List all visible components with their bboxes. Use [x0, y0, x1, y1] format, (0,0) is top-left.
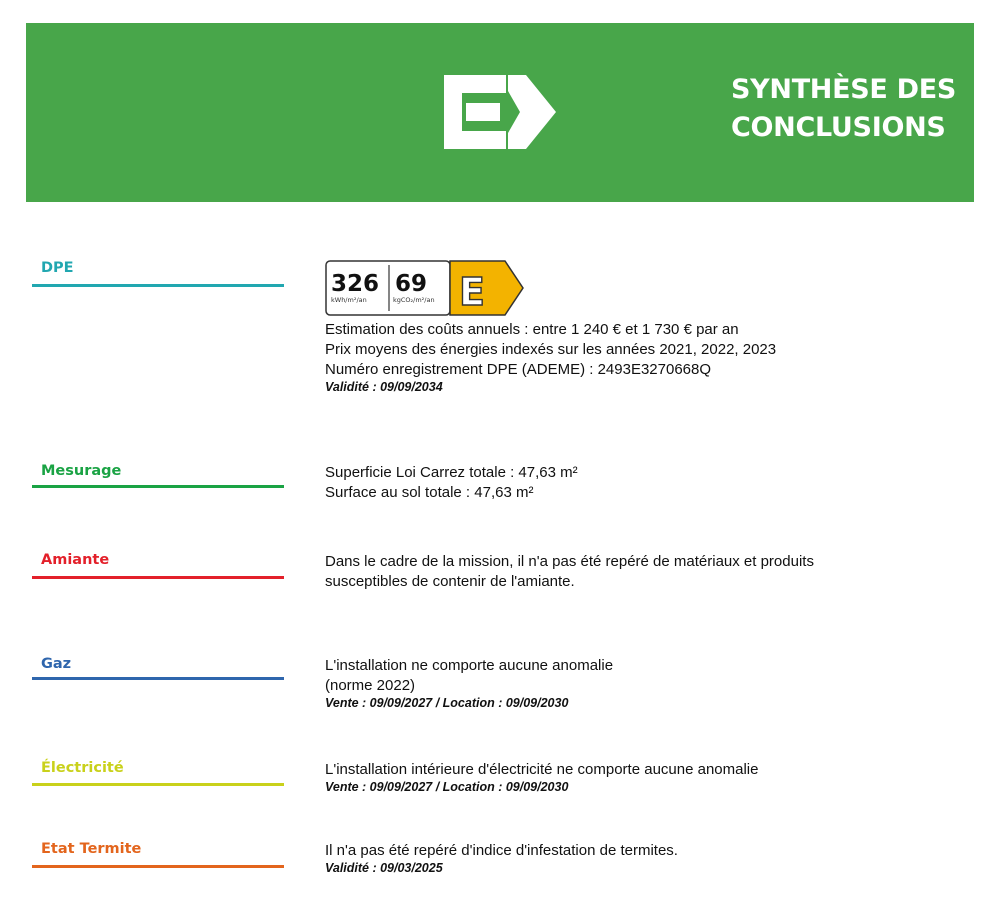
mesurage-line-2: Surface au sol totale : 47,63 m²	[325, 484, 534, 501]
section-content-amiante	[325, 552, 814, 592]
section-rule-dpe	[32, 284, 284, 287]
dpe-ges-unit: kgCO₂/m²/an	[393, 296, 435, 304]
dpe-validity: Validité : 09/09/2034	[325, 380, 443, 394]
section-rule-gaz	[32, 677, 284, 680]
dpe-energy-badge	[325, 260, 525, 318]
section-label-dpe: DPE	[41, 260, 74, 276]
page-title	[731, 71, 956, 147]
electricite-line-1: L'installation intérieure d'électricité ne comporte aucune anomalie	[325, 761, 759, 778]
section-rule-electricite	[32, 783, 284, 786]
page-title-line2: CONCLUSIONS	[731, 112, 946, 143]
termite-validity: Validité : 09/03/2025	[325, 861, 443, 875]
dpe-energy-value: 326	[331, 271, 380, 297]
section-label-termite: Etat Termite	[41, 841, 142, 857]
page-title-line1: SYNTHÈSE DES	[731, 74, 957, 105]
section-label-mesurage: Mesurage	[41, 463, 122, 479]
dpe-energy-unit: kWh/m²/an	[331, 296, 367, 304]
section-label-amiante: Amiante	[41, 552, 110, 568]
amiante-line-1: Dans le cadre de la mission, il n'a pas été repéré de matériaux et produits	[325, 553, 814, 570]
termite-line-1: Il n'a pas été repéré d'indice d'infestation de termites.	[325, 842, 678, 859]
section-rule-mesurage	[32, 485, 284, 488]
gaz-line-1: L'installation ne comporte aucune anomalie	[325, 657, 614, 674]
section-content-mesurage	[325, 463, 578, 503]
dpe-line-2: Prix moyens des énergies indexés sur les années 2021, 2022, 2023	[325, 341, 777, 358]
mesurage-line-1: Superficie Loi Carrez totale : 47,63 m²	[325, 464, 578, 481]
electricite-validity: Vente : 09/09/2027 / Location : 09/09/2030	[325, 780, 569, 794]
section-content-electricite	[325, 760, 758, 795]
section-content-dpe	[325, 260, 776, 395]
section-label-electricite: Électricité	[41, 760, 124, 776]
section-label-gaz: Gaz	[41, 656, 72, 672]
amiante-line-2: susceptibles de contenir de l'amiante.	[325, 573, 575, 590]
dpe-class-letter: E	[459, 270, 485, 314]
header-banner	[26, 23, 974, 202]
dpe-ges-value: 69	[395, 271, 428, 297]
section-rule-amiante	[32, 576, 284, 579]
section-content-gaz	[325, 656, 613, 711]
dpe-line-1: Estimation des coûts annuels : entre 1 240 € et 1 730 € par an	[325, 321, 739, 338]
section-content-termite	[325, 841, 678, 876]
gaz-line-2: (norme 2022)	[325, 677, 416, 694]
arrow-right-icon	[444, 75, 556, 149]
section-rule-termite	[32, 865, 284, 868]
gaz-validity: Vente : 09/09/2027 / Location : 09/09/2030	[325, 696, 569, 710]
dpe-line-3: Numéro enregistrement DPE (ADEME) : 2493E3270668Q	[325, 361, 712, 378]
